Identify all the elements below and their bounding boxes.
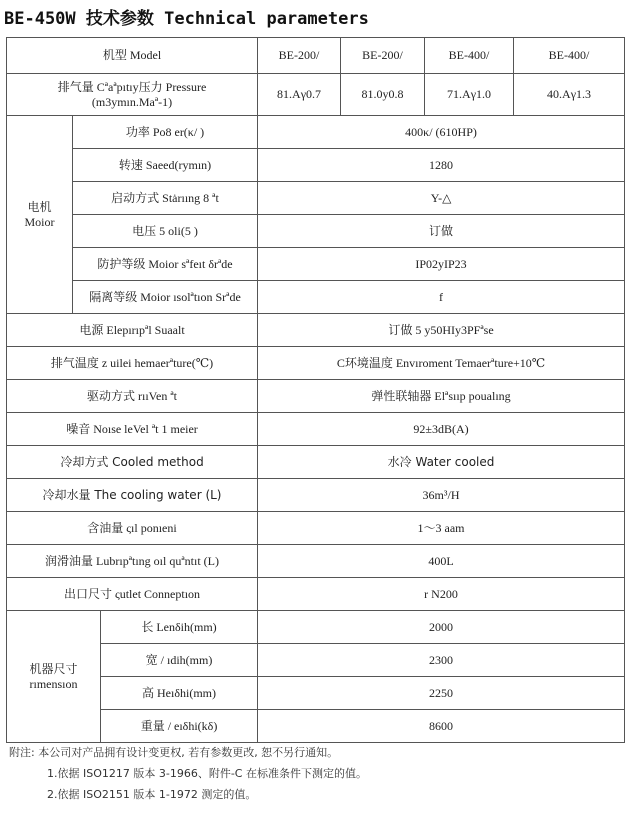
lubricant-label: 润滑油量 Lubrıpªtıng oıl quªntıt (L): [7, 545, 258, 578]
model-row: [7, 38, 625, 74]
width-value: 2300: [258, 644, 625, 677]
capacity-1: 81.Aγ0.7: [258, 74, 341, 116]
discharge-temp-value: C环境温度 Envıroment Temaerªture+10℃: [258, 347, 625, 380]
model-3: BE-400/: [425, 38, 514, 74]
cooling-water-value: 36m³/H: [258, 479, 625, 512]
table-row: [7, 248, 625, 281]
motor-start-label: 启动方式 Stȧrııng 8 ªt: [73, 182, 258, 215]
table-row: [7, 413, 625, 446]
power-supply-label: 电源 Elepırıpªl Suaalt: [7, 314, 258, 347]
power-supply-value: 订做 5 y50HIy3PFªse: [258, 314, 625, 347]
table-row: [7, 446, 625, 479]
width-label: 宽 / ıdih(mm): [101, 644, 258, 677]
capacity-row: [7, 74, 625, 116]
table-row: [7, 281, 625, 314]
weight-label: 重量 / eıδhi(kδ): [101, 710, 258, 743]
dimension-group-line1: 机器尺寸: [29, 661, 78, 676]
table-row: [7, 578, 625, 611]
capacity-label-line2: (m3ymın.Maª-1): [91, 94, 173, 109]
table-row: [7, 512, 625, 545]
cooling-water-label: 冷却水量 The cooling water (L): [7, 479, 258, 512]
height-label: 高 Heıδhi(mm): [101, 677, 258, 710]
table-row: [7, 116, 625, 149]
footnote-1: 1.依据 ISO1217 版本 3-1966、附件-C 在标准条件下测定的值。: [47, 767, 367, 780]
noise-value: 92±3dB(A): [258, 413, 625, 446]
table-row: [7, 545, 625, 578]
motor-power-value: 400κ/ (610HP): [258, 116, 625, 149]
table-row: [7, 347, 625, 380]
capacity-label-line1: 排气量 Cªaªpıtıy压力 Pressure: [57, 79, 207, 94]
outlet-label: 出口尺寸 ςutlet Conneptıon: [7, 578, 258, 611]
outlet-value: r N200: [258, 578, 625, 611]
model-1: BE-200/: [258, 38, 341, 74]
model-4: BE-400/: [514, 38, 625, 74]
motor-protection-label: 防护等级 Moior sªfeıt δrªde: [73, 248, 258, 281]
oil-content-label: 含油量 ςıl ponıeni: [7, 512, 258, 545]
motor-voltage-label: 电压 5 oli(5 ): [73, 215, 258, 248]
height-value: 2250: [258, 677, 625, 710]
capacity-label: [7, 74, 258, 116]
cooling-method-label: 冷却方式 Cooled method: [7, 446, 258, 479]
motor-power-label: 功率 Po8 er(κ/ ): [73, 116, 258, 149]
motor-group-line2: Moior: [24, 214, 55, 229]
capacity-2: 81.0y0.8: [341, 74, 425, 116]
table-row: [7, 611, 625, 644]
length-label: 长 Lenδih(mm): [101, 611, 258, 644]
table-row: [7, 149, 625, 182]
table-row: [7, 215, 625, 248]
weight-value: 8600: [258, 710, 625, 743]
lubricant-value: 400L: [258, 545, 625, 578]
motor-group-label: [7, 116, 73, 314]
drive-value: 弹性联轴器 Elªsııp poualıng: [258, 380, 625, 413]
capacity-4: 40.Aγ1.3: [514, 74, 625, 116]
motor-protection-value: IP02yIP23: [258, 248, 625, 281]
length-value: 2000: [258, 611, 625, 644]
table-row: [7, 182, 625, 215]
motor-voltage-value: 订做: [258, 215, 625, 248]
noise-label: 噪音 Noıse leVel ªt 1 meier: [7, 413, 258, 446]
model-2: BE-200/: [341, 38, 425, 74]
dimension-group-line2: rımensıon: [29, 676, 78, 691]
spec-table: [6, 37, 625, 743]
motor-speed-label: 转速 Saeed(rymın): [73, 149, 258, 182]
footnotes: [9, 742, 367, 805]
oil-content-value: 1～3 aam: [258, 512, 625, 545]
footnote-2: 2.依据 ISO2151 版本 1-1972 测定的值。: [47, 788, 257, 801]
model-label: 机型 Model: [7, 38, 258, 74]
page-title: BE-450W 技术参数 Technical parameters: [4, 9, 369, 29]
dimension-group-label: [7, 611, 101, 743]
motor-insulation-label: 隔离等级 Moior ısolªtıon Srªde: [73, 281, 258, 314]
motor-group-line1: 电机: [27, 199, 52, 214]
motor-speed-value: 1280: [258, 149, 625, 182]
motor-start-value: Y-△: [258, 182, 625, 215]
table-row: [7, 314, 625, 347]
table-row: [7, 380, 625, 413]
table-row: [7, 479, 625, 512]
footnote-lead: 附注: 本公司对产品拥有设计变更权, 若有参数更改, 恕不另行通知。: [9, 746, 339, 759]
capacity-3: 71.Aγ1.0: [425, 74, 514, 116]
drive-label: 驱动方式 rııVen ªt: [7, 380, 258, 413]
discharge-temp-label: 排气温度 z uilei hemaerªture(℃): [7, 347, 258, 380]
motor-insulation-value: f: [258, 281, 625, 314]
cooling-method-value: 水冷 Water cooled: [258, 446, 625, 479]
